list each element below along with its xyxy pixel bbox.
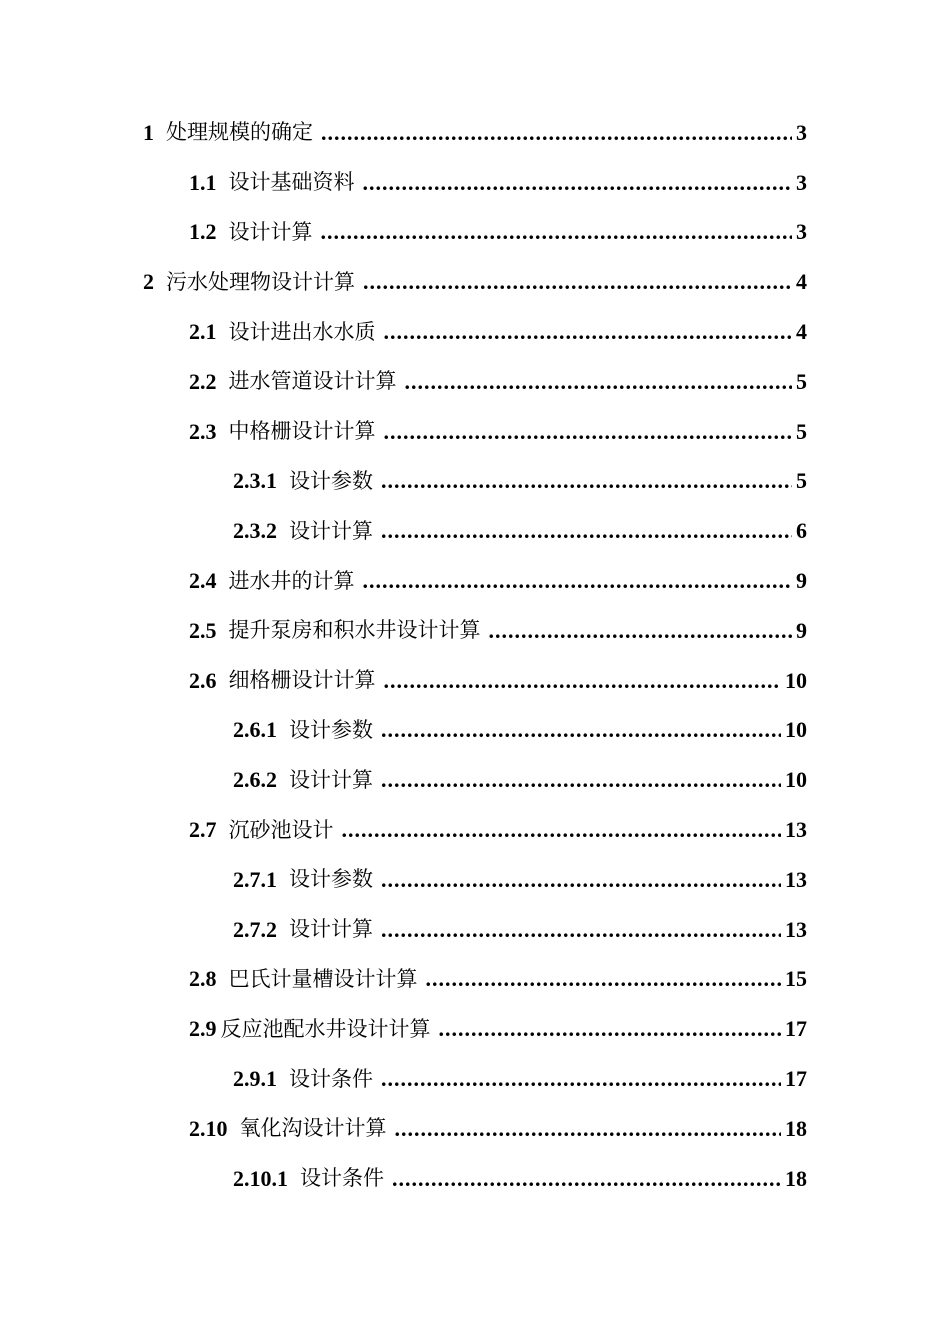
toc-leader-dots <box>395 1118 782 1140</box>
toc-entry-2-8[interactable] <box>0 955 950 1005</box>
toc-entry-1-1[interactable] <box>0 158 950 208</box>
toc-leader-dots <box>381 1068 781 1090</box>
toc-number: 2.9 <box>189 1016 217 1042</box>
toc-title: 细格栅设计计算 <box>228 668 376 693</box>
toc-leader-dots <box>439 1018 782 1040</box>
toc-number: 1.2 <box>189 219 217 245</box>
toc-leader-dots <box>321 221 793 243</box>
toc-leader-dots <box>381 869 781 891</box>
toc-title: 设计计算 <box>289 917 373 942</box>
toc-number: 2.7.2 <box>233 916 277 942</box>
toc-entry-2-6-1[interactable] <box>0 706 950 756</box>
toc-leader-dots <box>384 321 793 343</box>
toc-page-number: 3 <box>796 219 807 245</box>
toc-page-number: 3 <box>796 169 807 195</box>
toc-title: 氧化沟设计计算 <box>239 1116 387 1141</box>
toc-entry-2-7-2[interactable] <box>0 905 950 955</box>
toc-title: 设计基础资料 <box>228 170 355 195</box>
toc-title: 设计进出水水质 <box>228 319 376 344</box>
toc-title: 处理规模的确定 <box>166 120 313 145</box>
toc-number: 2.6 <box>189 667 217 693</box>
toc-page-number: 17 <box>785 1066 807 1092</box>
toc-entry-1-2[interactable] <box>0 208 950 258</box>
toc-entry-1[interactable] <box>0 108 950 158</box>
toc-page-number: 15 <box>785 966 807 992</box>
toc-title: 设计计算 <box>228 219 313 244</box>
toc-page-number: 13 <box>785 916 807 942</box>
toc-title: 设计参数 <box>289 468 373 493</box>
toc-title: 沉砂池设计 <box>228 817 334 842</box>
toc-number: 2.5 <box>189 617 217 643</box>
toc-entry-2-10-1[interactable] <box>0 1154 950 1204</box>
toc-page-number: 10 <box>785 717 807 743</box>
toc-title: 进水井的计算 <box>228 568 355 593</box>
toc-entry-2-4[interactable] <box>0 556 950 606</box>
toc-leader-dots <box>363 172 793 194</box>
toc-page-number: 3 <box>796 119 807 145</box>
toc-number: 2.4 <box>189 568 217 594</box>
toc-page-number: 18 <box>785 1115 807 1141</box>
toc-title: 巴氏计量槽设计计算 <box>228 966 418 991</box>
toc-number: 2.3 <box>189 418 217 444</box>
toc-entry-2-9-1[interactable] <box>0 1054 950 1104</box>
toc-page-number: 5 <box>796 418 807 444</box>
toc-entry-2-6[interactable] <box>0 656 950 706</box>
toc-title: 进水管道设计计算 <box>228 369 397 394</box>
toc-number: 2.3.1 <box>233 468 277 494</box>
toc-entry-2-5[interactable] <box>0 606 950 656</box>
toc-page-number: 6 <box>796 518 807 544</box>
table-of-contents <box>0 108 950 1204</box>
toc-leader-dots <box>321 122 792 144</box>
toc-title: 中格栅设计计算 <box>228 419 376 444</box>
toc-number: 2.9.1 <box>233 1066 277 1092</box>
toc-number: 2.10.1 <box>233 1165 288 1191</box>
toc-entry-2-9[interactable] <box>0 1004 950 1054</box>
toc-entry-2[interactable] <box>0 257 950 307</box>
toc-page-number: 18 <box>785 1165 807 1191</box>
toc-title: 设计参数 <box>289 867 373 892</box>
toc-number: 2.2 <box>189 368 217 394</box>
toc-leader-dots <box>405 371 793 393</box>
toc-leader-dots <box>381 520 792 542</box>
toc-page-number: 4 <box>796 269 807 295</box>
toc-leader-dots <box>363 570 793 592</box>
toc-leader-dots <box>381 919 781 941</box>
toc-page-number: 13 <box>785 866 807 892</box>
toc-title: 设计条件 <box>289 1066 373 1091</box>
toc-entry-2-7-1[interactable] <box>0 855 950 905</box>
toc-title: 设计条件 <box>300 1166 384 1191</box>
toc-title: 设计计算 <box>289 767 373 792</box>
toc-number: 1.1 <box>189 169 217 195</box>
toc-leader-dots <box>384 670 782 692</box>
toc-entry-2-3-2[interactable] <box>0 506 950 556</box>
toc-leader-dots <box>384 421 793 443</box>
toc-entry-2-2[interactable] <box>0 357 950 407</box>
toc-leader-dots <box>381 470 792 492</box>
toc-leader-dots <box>342 819 782 841</box>
toc-number: 2.10 <box>189 1115 228 1141</box>
toc-leader-dots <box>392 1168 781 1190</box>
toc-entry-2-10[interactable] <box>0 1104 950 1154</box>
toc-leader-dots <box>363 271 792 293</box>
toc-page-number: 17 <box>785 1016 807 1042</box>
toc-number: 2.8 <box>189 966 217 992</box>
toc-title: 设计参数 <box>289 717 373 742</box>
toc-number: 2.1 <box>189 319 217 345</box>
toc-page-number: 9 <box>796 568 807 594</box>
toc-title: 污水处理物设计计算 <box>166 269 355 294</box>
toc-title: 反应池配水井设计计算 <box>220 1016 431 1041</box>
toc-number: 2.7.1 <box>233 866 277 892</box>
toc-title: 设计计算 <box>289 518 373 543</box>
toc-leader-dots <box>426 968 782 990</box>
toc-page-number: 4 <box>796 319 807 345</box>
toc-page-number: 5 <box>796 468 807 494</box>
toc-entry-2-3[interactable] <box>0 407 950 457</box>
toc-page-number: 10 <box>785 667 807 693</box>
toc-number: 2 <box>143 269 154 295</box>
toc-entry-2-1[interactable] <box>0 307 950 357</box>
toc-number: 2.6.2 <box>233 767 277 793</box>
toc-entry-2-7[interactable] <box>0 805 950 855</box>
toc-number: 2.6.1 <box>233 717 277 743</box>
toc-number: 2.3.2 <box>233 518 277 544</box>
toc-page-number: 10 <box>785 767 807 793</box>
toc-leader-dots <box>381 719 781 741</box>
toc-leader-dots <box>381 769 781 791</box>
toc-page-number: 9 <box>796 617 807 643</box>
toc-entry-2-6-2[interactable] <box>0 755 950 805</box>
toc-page-number: 5 <box>796 368 807 394</box>
toc-number: 2.7 <box>189 817 217 843</box>
toc-page-number: 13 <box>785 817 807 843</box>
toc-entry-2-3-1[interactable] <box>0 457 950 507</box>
toc-leader-dots <box>489 620 793 642</box>
toc-number: 1 <box>143 119 154 145</box>
toc-title: 提升泵房和积水井设计计算 <box>228 618 481 643</box>
